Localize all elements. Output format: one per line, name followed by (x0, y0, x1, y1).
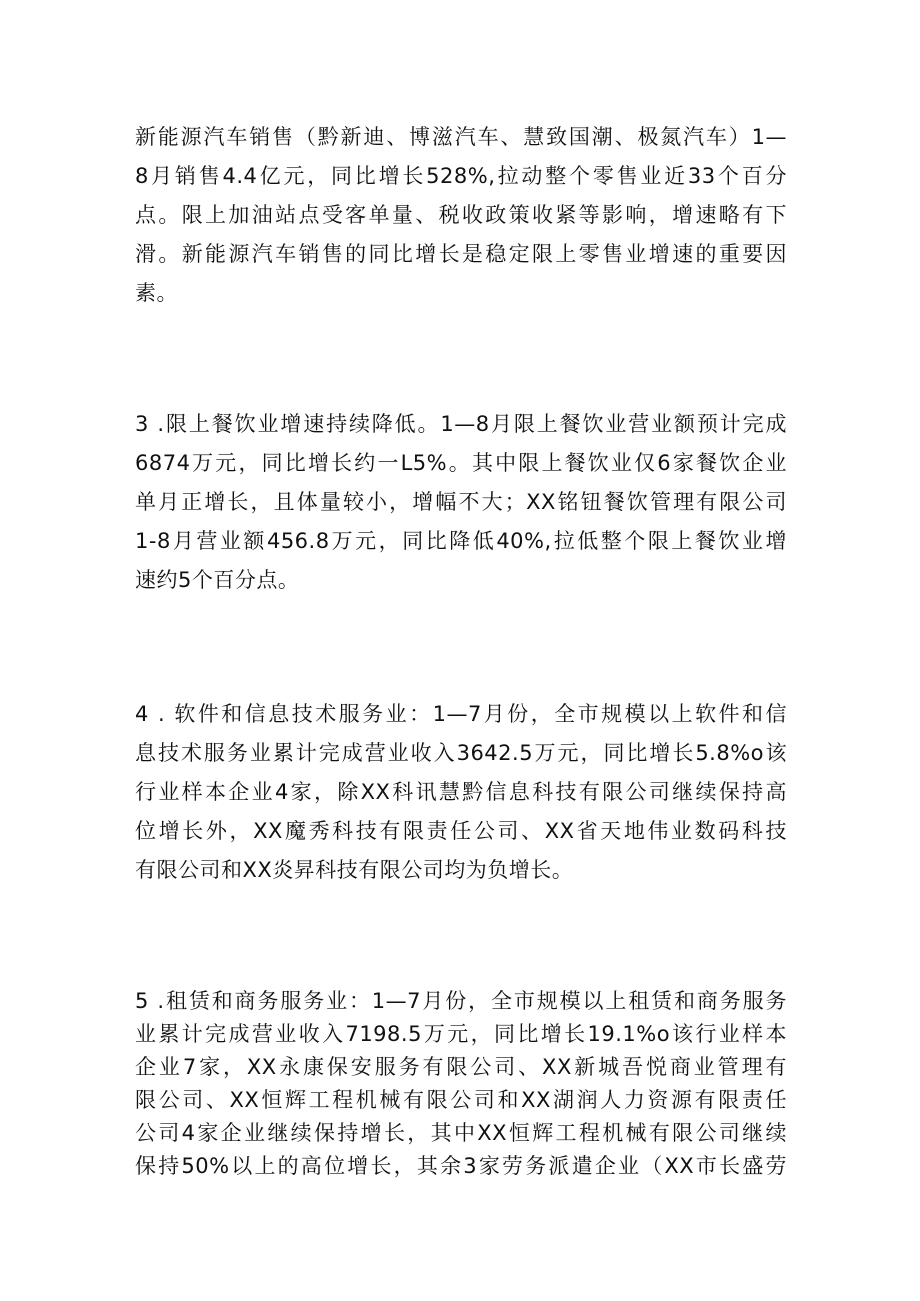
text-line: 位增长外，XX魔秀科技有限责任公司、XX省天地伟业数码科技 (135, 819, 787, 843)
text-line: 企业7家，XX永康保安服务有限公司、XX新城吾悦商业管理有 (135, 1055, 787, 1079)
text-line: 点。限上加油站点受客单量、税收政策收紧等影响，增速略有下 (135, 203, 787, 227)
text-line: 限公司、XX恒辉工程机械有限公司和XX湖润人力资源有限责任 (135, 1088, 787, 1112)
text-line: 4 . 软件和信息技术服务业：1—7月份，全市规模以上软件和信 (135, 702, 787, 726)
text-line: 素。 (135, 281, 178, 305)
text-line: 5 .租赁和商务服务业：1—7月份，全市规模以上租赁和商务服务 (135, 989, 787, 1013)
paragraph-catering (135, 405, 787, 600)
paragraph-software-it (135, 695, 787, 890)
text-line: 1-8月营业额456.8万元，同比降低40%,拉低整个限上餐饮业增 (135, 529, 787, 553)
text-line: 新能源汽车销售（黔新迪、博滋汽车、慧致国潮、极氮汽车）1— (135, 125, 787, 149)
text-line: 公司4家企业继续保持增长，其中XX恒辉工程机械有限公司继续 (135, 1121, 787, 1145)
text-line: 滑。新能源汽车销售的同比增长是稳定限上零售业增速的重要因 (135, 242, 787, 266)
text-line: 8月销售4.4亿元，同比增长528%,拉动整个零售业近33个百分 (135, 164, 787, 188)
text-line: 6874万元，同比增长约一L5%。其中限上餐饮业仅6家餐饮企业 (135, 451, 787, 475)
text-line: 有限公司和XX炎昇科技有限公司均为负增长。 (135, 858, 574, 882)
text-line: 速约5个百分点。 (135, 568, 300, 592)
text-line: 行业样本企业4家，除XX科讯慧黔信息科技有限公司继续保持高 (135, 780, 787, 804)
text-line: 业累计完成营业收入7198.5万元，同比增长19.1%o该行业样本 (135, 1022, 787, 1046)
text-line: 3 .限上餐饮业增速持续降低。1—8月限上餐饮业营业额预计完成 (135, 412, 787, 436)
text-line: 息技术服务业累计完成营业收入3642.5万元，同比增长5.8%o该 (135, 741, 787, 765)
paragraph-leasing-business (135, 985, 787, 1183)
text-line: 单月正增长，且体量较小，增幅不大；XX铭钮餐饮管理有限公司 (135, 490, 787, 514)
text-line: 保持50%以上的高位增长，其余3家劳务派遣企业（XX市长盛劳 (135, 1154, 787, 1178)
paragraph-new-energy-vehicles (135, 118, 787, 313)
